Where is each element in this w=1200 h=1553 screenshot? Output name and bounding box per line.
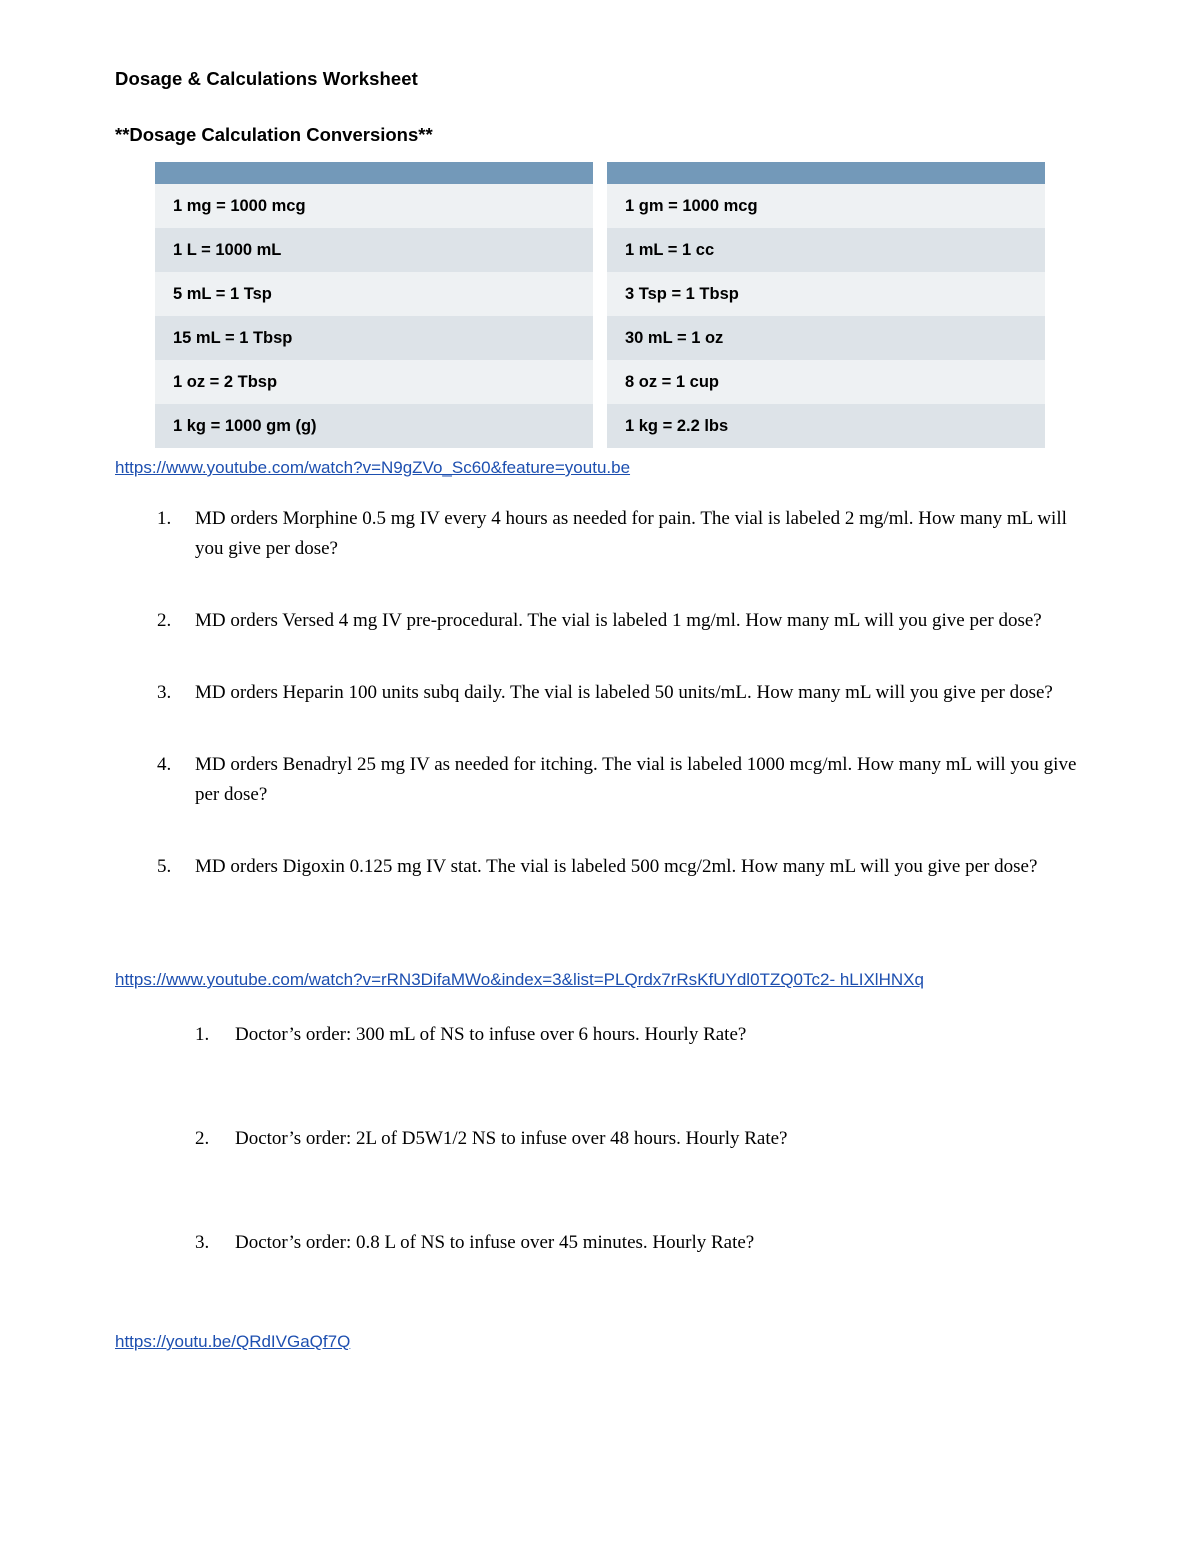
table-gap (593, 316, 607, 360)
list-item (157, 504, 1090, 564)
list-item (157, 678, 1090, 708)
table-gap (593, 404, 607, 448)
conversion-cell-right: 1 mL = 1 cc (607, 228, 1045, 272)
list-item-text: MD orders Digoxin 0.125 mg IV stat. The vial is labeled 500 mcg/2ml. How many mL will you give per dose? (195, 856, 1038, 877)
list-item-text: MD orders Versed 4 mg IV pre-procedural. The vial is labeled 1 mg/ml. How many mL will you give per dose? (195, 610, 1042, 631)
youtube-link-3[interactable]: https://youtu.be/QRdIVGaQf7Q (115, 1332, 351, 1351)
table-row (155, 184, 1045, 228)
conversion-cell-right: 3 Tsp = 1 Tbsp (607, 272, 1045, 316)
table-gap (593, 272, 607, 316)
list-item-text: Doctor’s order: 300 mL of NS to infuse over 6 hours. Hourly Rate? (235, 1024, 747, 1045)
conversion-cell-left: 1 mg = 1000 mcg (155, 184, 593, 228)
list-item-number: 2. (157, 610, 172, 631)
conversion-cell-left: 15 mL = 1 Tbsp (155, 316, 593, 360)
question-list-2 (115, 1020, 1090, 1258)
conversion-cell-right: 8 oz = 1 cup (607, 360, 1045, 404)
list-item-text: Doctor’s order: 2L of D5W1/2 NS to infuse over 48 hours. Hourly Rate? (235, 1128, 788, 1149)
question-list-1 (115, 504, 1090, 882)
list-item-number: 3. (157, 682, 172, 703)
table-gap (593, 184, 607, 228)
list-item-text: Doctor’s order: 0.8 L of NS to infuse over 45 minutes. Hourly Rate? (235, 1232, 755, 1253)
list-item (195, 1228, 1090, 1258)
list-item-text: MD orders Morphine 0.5 mg IV every 4 hours as needed for pain. The vial is labeled 2 mg/ml. How many mL will you give per dose? (195, 508, 1067, 559)
link-row-3 (115, 1332, 1090, 1352)
list-item-number: 5. (157, 856, 172, 877)
conversion-cell-left: 1 oz = 2 Tbsp (155, 360, 593, 404)
section-heading: **Dosage Calculation Conversions** (115, 124, 433, 145)
table-gap (593, 360, 607, 404)
conversion-cell-left: 5 mL = 1 Tsp (155, 272, 593, 316)
list-item-number: 1. (195, 1024, 210, 1045)
conversion-cell-right: 30 mL = 1 oz (607, 316, 1045, 360)
list-item-text: MD orders Benadryl 25 mg IV as needed for itching. The vial is labeled 1000 mcg/ml. How many mL will you give per dose? (195, 754, 1077, 805)
spacer (115, 924, 1090, 960)
list-item (195, 1124, 1090, 1154)
table-gap (593, 228, 607, 272)
youtube-link-2[interactable]: https://www.youtube.com/watch?v=rRN3DifaMWo&index=3&list=PLQrdx7rRsKfUYdl0TZQ0Tc2- hLIXlHNXq (115, 970, 924, 989)
table-row (155, 228, 1045, 272)
list-item-text: MD orders Heparin 100 units subq daily. The vial is labeled 50 units/mL. How many mL will you give per dose? (195, 682, 1053, 703)
list-item (157, 852, 1090, 882)
list-item-number: 4. (157, 754, 172, 775)
conversion-cell-right: 1 gm = 1000 mcg (607, 184, 1045, 228)
page-title: Dosage & Calculations Worksheet (115, 68, 418, 89)
conversion-cell-right: 1 kg = 2.2 lbs (607, 404, 1045, 448)
youtube-link-1[interactable]: https://www.youtube.com/watch?v=N9gZVo_Sc60&feature=youtu.be (115, 458, 631, 477)
table-header-gap (593, 162, 607, 184)
list-item (157, 750, 1090, 810)
table-row (155, 272, 1045, 316)
list-item-number: 3. (195, 1232, 210, 1253)
conversion-table (155, 162, 1045, 448)
list-item-number: 2. (195, 1128, 210, 1149)
table-row (155, 316, 1045, 360)
link-row-2 (115, 970, 1090, 990)
table-header-row (155, 162, 1045, 184)
conversion-cell-left: 1 L = 1000 mL (155, 228, 593, 272)
table-header-left (155, 162, 593, 184)
table-row (155, 360, 1045, 404)
list-item-number: 1. (157, 508, 172, 529)
list-item (195, 1020, 1090, 1050)
table-header-right (607, 162, 1045, 184)
table-row (155, 404, 1045, 448)
conversion-cell-left: 1 kg = 1000 gm (g) (155, 404, 593, 448)
list-item (157, 606, 1090, 636)
link-row-1 (115, 458, 1090, 478)
